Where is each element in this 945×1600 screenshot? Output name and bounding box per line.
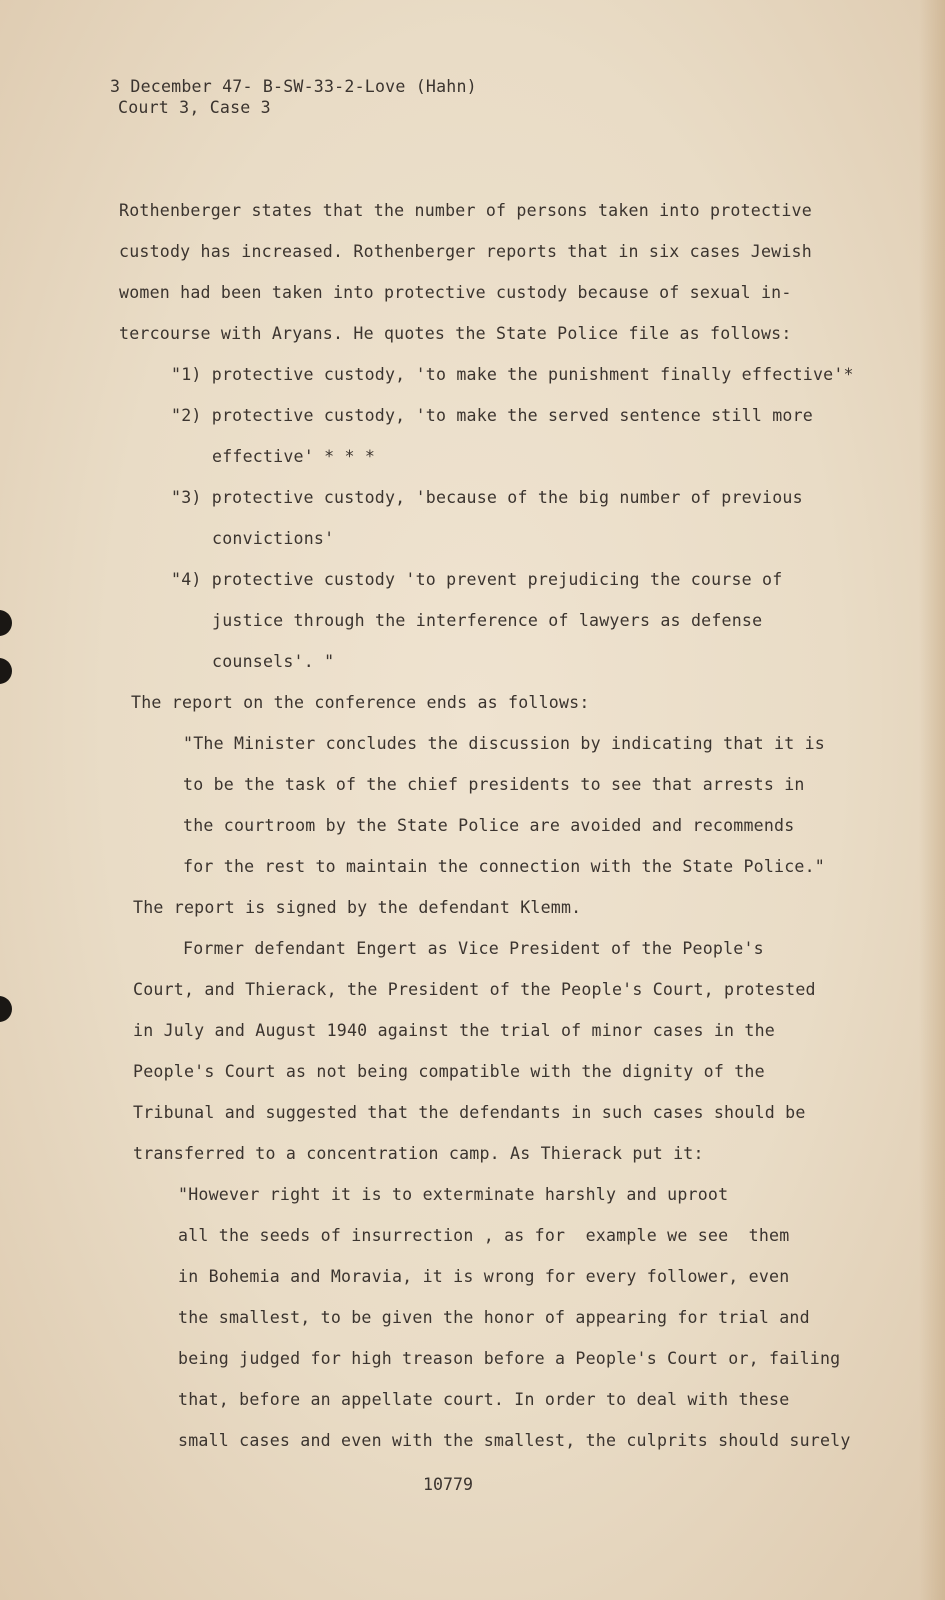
body-line: "4) protective custody 'to prevent prejudicing the course of xyxy=(171,570,783,589)
punch-hole xyxy=(0,658,12,684)
body-line: for the rest to maintain the connection with the State Police." xyxy=(183,857,825,876)
body-line: convictions' xyxy=(212,529,335,548)
body-line: transferred to a concentration camp. As Thierack put it: xyxy=(133,1144,704,1163)
body-line: counsels'. " xyxy=(212,652,335,671)
body-line: justice through the interference of lawyers as defense xyxy=(212,611,763,630)
body-line: the smallest, to be given the honor of appearing for trial and xyxy=(178,1308,810,1327)
body-line: "3) protective custody, 'because of the big number of previous xyxy=(171,488,803,507)
body-line: in July and August 1940 against the trial of minor cases in the xyxy=(133,1021,775,1040)
paper-edge xyxy=(919,0,945,1600)
body-line: "The Minister concludes the discussion by indicating that it is xyxy=(183,734,825,753)
body-line: women had been taken into protective custody because of sexual in- xyxy=(119,283,792,302)
body-line: Former defendant Engert as Vice President of the People's xyxy=(183,939,764,958)
header-line-2: Court 3, Case 3 xyxy=(118,98,271,117)
body-line: effective' * * * xyxy=(212,447,376,466)
body-line: "However right it is to exterminate harshly and uproot xyxy=(178,1185,729,1204)
body-line: Tribunal and suggested that the defendants in such cases should be xyxy=(133,1103,806,1122)
body-line: tercourse with Aryans. He quotes the State Police file as follows: xyxy=(119,324,792,343)
body-line: The report is signed by the defendant Klemm. xyxy=(133,898,582,917)
body-line: Rothenberger states that the number of persons taken into protective xyxy=(119,201,812,220)
header-line-1: 3 December 47- B-SW-33-2-Love (Hahn) xyxy=(110,77,477,96)
punch-hole xyxy=(0,610,12,636)
body-line: in Bohemia and Moravia, it is wrong for every follower, even xyxy=(178,1267,790,1286)
body-line: People's Court as not being compatible with the dignity of the xyxy=(133,1062,765,1081)
body-line: small cases and even with the smallest, the culprits should surely xyxy=(178,1431,851,1450)
page-number: 10779 xyxy=(423,1475,473,1494)
body-line: to be the task of the chief presidents to see that arrests in xyxy=(183,775,805,794)
body-line: Court, and Thierack, the President of the People's Court, protested xyxy=(133,980,816,999)
body-line: all the seeds of insurrection , as for example we see them xyxy=(178,1226,790,1245)
body-line: The report on the conference ends as follows: xyxy=(131,693,590,712)
body-line: "2) protective custody, 'to make the served sentence still more xyxy=(171,406,813,425)
body-line: being judged for high treason before a People's Court or, failing xyxy=(178,1349,841,1368)
body-line: custody has increased. Rothenberger reports that in six cases Jewish xyxy=(119,242,812,261)
body-line: "1) protective custody, 'to make the punishment finally effective'* xyxy=(171,365,854,384)
punch-hole xyxy=(0,996,12,1022)
body-line: that, before an appellate court. In order to deal with these xyxy=(178,1390,790,1409)
body-line: the courtroom by the State Police are avoided and recommends xyxy=(183,816,795,835)
